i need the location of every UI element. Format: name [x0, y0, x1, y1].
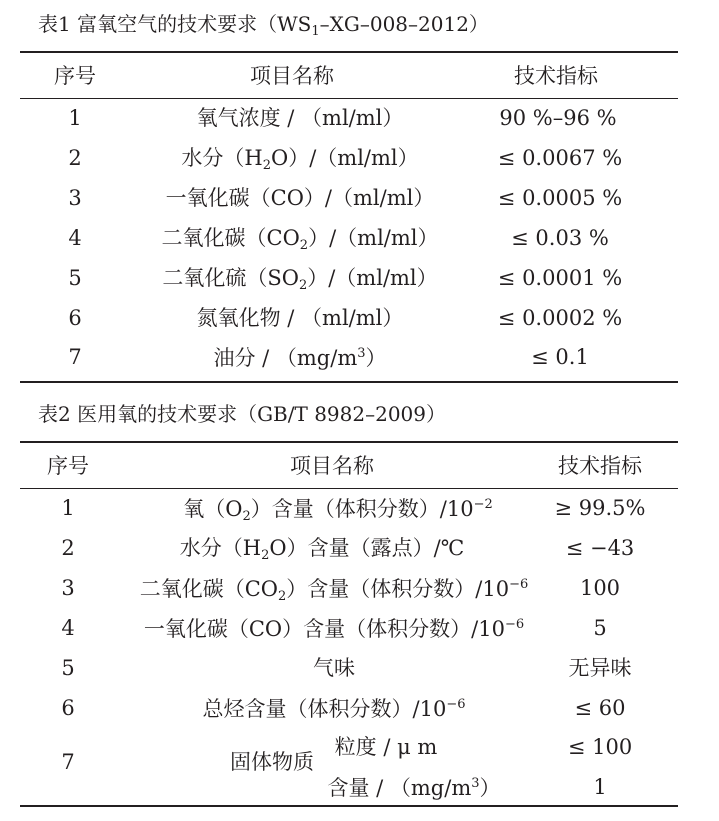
table2-bottom-rule	[20, 805, 678, 807]
table2-row7b-value: 1	[593, 775, 607, 799]
table1-row3-no: 3	[68, 186, 82, 210]
table2-caption: 表2 医用氧的技术要求（GB/T 8982–2009）	[38, 402, 446, 426]
table2-header-no: 序号	[47, 454, 89, 478]
table2-header-rule	[20, 488, 678, 489]
table1-row5-no: 5	[68, 266, 82, 290]
table2-row6-value: ≤ 60	[574, 696, 626, 720]
table1-row5-name: 二氧化硫$(SO_2)/(ml/ml)$	[162, 266, 438, 293]
table1-row4-value: ≤ 0.03 %	[511, 226, 609, 250]
table1-row1-no: 1	[68, 106, 82, 130]
table2-row4-value: 5	[593, 616, 607, 640]
table1-row2-value: ≤ 0.0067 %	[497, 146, 623, 170]
table1-row2-no: 2	[68, 146, 82, 170]
table2-row1-name: 氧$(O_2)$含量（体积分数）$/10^{-2}$	[183, 497, 493, 524]
table1-row2-name: 水分$(H_2O)/(ml/ml)$	[181, 146, 419, 173]
table1-bottom-rule	[20, 381, 678, 383]
table2-top-rule	[20, 441, 678, 443]
table2-row3-value: 100	[579, 576, 621, 600]
table1-header-rule	[20, 98, 678, 99]
table2-row7-no: 7	[61, 750, 75, 774]
table1-row6-value: ≤ 0.0002 %	[497, 306, 623, 330]
table2-row7-group: 固体物质	[230, 750, 314, 774]
table1-header-spec: 技术指标	[514, 64, 598, 88]
table1-row7-no: 7	[68, 345, 82, 369]
table2-row6-no: 6	[61, 696, 75, 720]
table2-row1-value: ≥ 99.5%	[554, 496, 646, 520]
table2-row3-no: 3	[61, 576, 75, 600]
table1-row1-value: 90 %–96 %	[499, 106, 617, 130]
table2-row7a-value: ≤ 100	[567, 735, 633, 759]
table2-header-item: 项目名称	[290, 454, 374, 478]
table2-row7a-label: 粒度 / μ m	[334, 735, 438, 759]
table1-caption: 表1 富氧空气的技术要求$(WS_1-XG-008-2012)$	[38, 12, 489, 39]
table1-header-item: 项目名称	[250, 64, 334, 88]
table2-row3-name: 二氧化碳$(CO_2)$含量（体积分数）$/10^{-6}$	[139, 577, 529, 604]
table1-header-no: 序号	[54, 64, 96, 88]
table2-row7b-label: 含量 / $(mg/m^3)$	[327, 776, 501, 800]
table1-row1-name: 氧气浓度 / （ml/ml）	[196, 106, 404, 130]
table2-row2-no: 2	[61, 536, 75, 560]
table1-row4-name: 二氧化碳$(CO_2)/(ml/ml)$	[161, 226, 439, 253]
table1-row7-name: 油分 / $(mg/m^3)$	[213, 346, 387, 370]
table2-row5-value: 无异味	[568, 656, 632, 680]
table2-row5-name: 气味	[313, 656, 355, 680]
table1-top-rule	[20, 51, 678, 53]
table1-row3-value: ≤ 0.0005 %	[497, 186, 623, 210]
table1-row5-value: ≤ 0.0001 %	[497, 266, 623, 290]
table1-row7-value: ≤ 0.1	[531, 345, 589, 369]
table1-row6-name: 氮氧化物 / （ml/ml）	[196, 306, 404, 330]
table2-header-spec: 技术指标	[558, 454, 642, 478]
table2-row2-value: ≤ −43	[565, 536, 635, 560]
table2-row5-no: 5	[61, 656, 75, 680]
table2-row6-name: 总烃含量（体积分数）$/10^{-6}$	[202, 697, 466, 721]
table1-row4-no: 4	[68, 226, 82, 250]
table1-row6-no: 6	[68, 306, 82, 330]
table2-row2-name: 水分$(H_2O)$含量（露点）/℃	[179, 536, 465, 563]
table2-row4-name: 一氧化碳（CO）含量（体积分数）$/10^{-6}$	[143, 617, 525, 641]
table1-row3-name: 一氧化碳（CO）/（ml/ml）	[165, 186, 435, 210]
table2-row4-no: 4	[61, 616, 75, 640]
table2-row1-no: 1	[61, 496, 75, 520]
